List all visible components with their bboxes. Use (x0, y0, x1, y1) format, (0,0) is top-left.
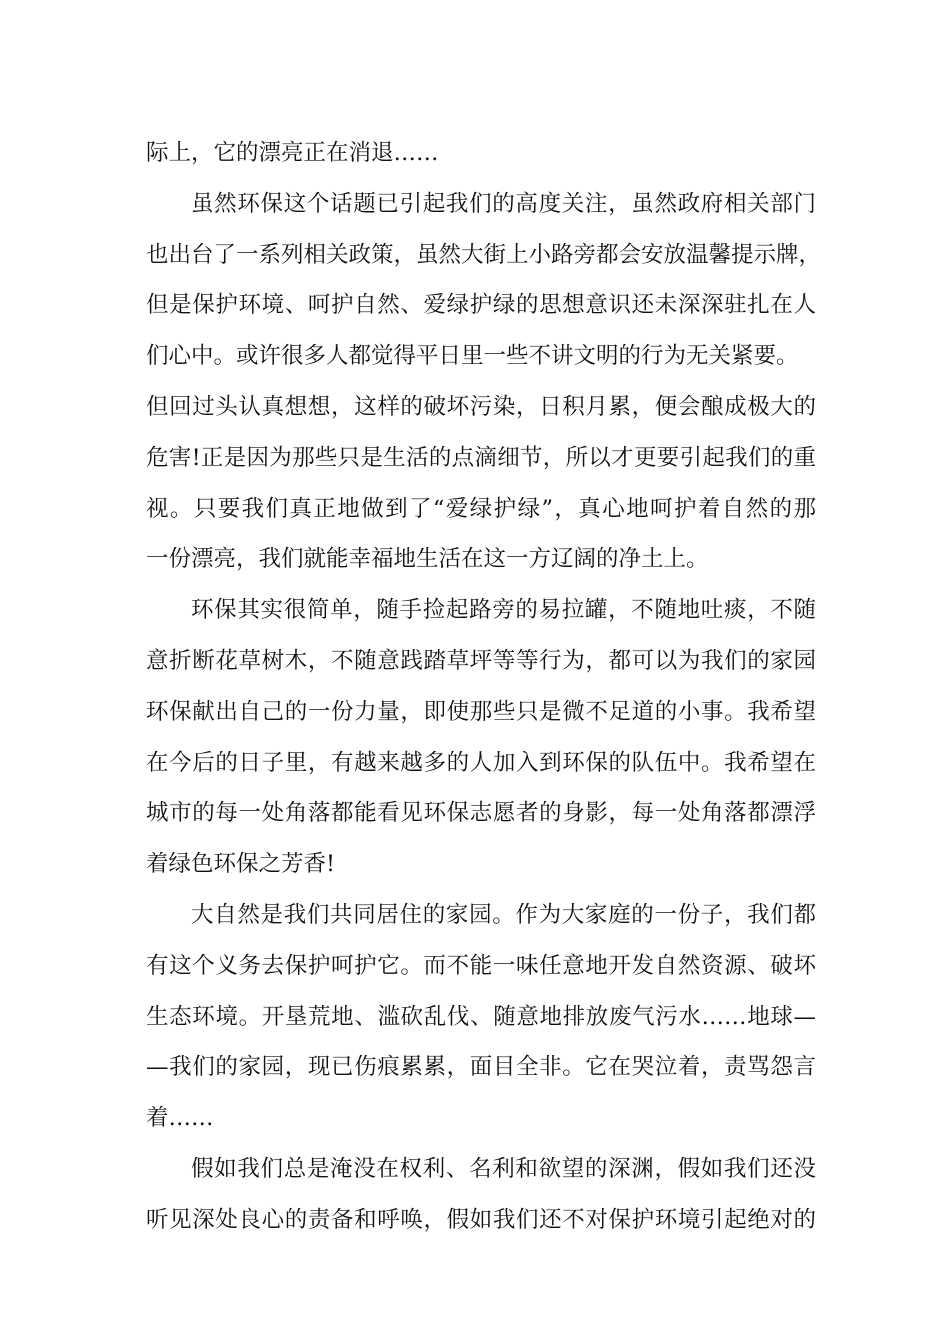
paragraph-first-line: 假如我们总是淹没在权利、名利和欲望的深渊，假如我们还没 (191, 1155, 816, 1182)
text-line: 生态环境。开垦荒地、滥砍乱伐、随意地排放废气污水……地球— (146, 1003, 816, 1030)
text-line: 在今后的日子里，有越来越多的人加入到环保的队伍中。我希望在 (146, 749, 816, 776)
text-line: 环保献出自己的一份力量，即使那些只是微不足道的小事。我希望 (146, 698, 816, 725)
text-line: 意折断花草树木，不随意践踏草坪等等行为，都可以为我们的家园 (146, 647, 816, 674)
text-line: 也出台了一系列相关政策，虽然大街上小路旁都会安放温馨提示牌， (146, 241, 822, 268)
text-line: 际上，它的漂亮正在消退…… (146, 140, 439, 166)
text-line: 一份漂亮，我们就能幸福地生活在这一方辽阔的净土上。 (146, 546, 709, 573)
text-line: 着…… (146, 1105, 214, 1132)
body-text (146, 128, 822, 1246)
paragraph-first-line: 环保其实很简单，随手捡起路旁的易拉罐，不随地吐痰，不随 (191, 597, 816, 624)
text-line: 但是保护环境、呵护自然、爱绿护绿的思想意识还未深深驻扎在人 (146, 292, 816, 319)
text-line: 着绿色环保之芳香! (146, 851, 336, 878)
text-line: 有这个义务去保护呵护它。而不能一味任意地开发自然资源、破坏 (146, 952, 816, 979)
paragraph-first-line: 大自然是我们共同居住的家园。作为大家庭的一份子，我们都 (191, 901, 816, 928)
text-line: 听见深处良心的责备和呼唤，假如我们还不对保护环境引起绝对的 (146, 1206, 816, 1233)
text-line: —我们的家园，现已伤痕累累，面目全非。它在哭泣着，责骂怨言 (146, 1054, 816, 1081)
text-line: 但回过头认真想想，这样的破坏污染，日积月累，便会酿成极大的 (146, 393, 816, 420)
text-line: 们心中。或许很多人都觉得平日里一些不讲文明的行为无关紧要。 (146, 343, 799, 370)
text-line: 视。只要我们真正地做到了“爱绿护绿”，真心地呵护着自然的那 (146, 495, 816, 522)
text-line: 城市的每一处角落都能看见环保志愿者的身影，每一处角落都漂浮 (146, 800, 816, 827)
paragraph-first-line: 虽然环保这个话题已引起我们的高度关注，虽然政府相关部门 (191, 190, 816, 217)
text-line: 危害!正是因为那些只是生活的点滴细节，所以才更要引起我们的重 (146, 444, 816, 471)
